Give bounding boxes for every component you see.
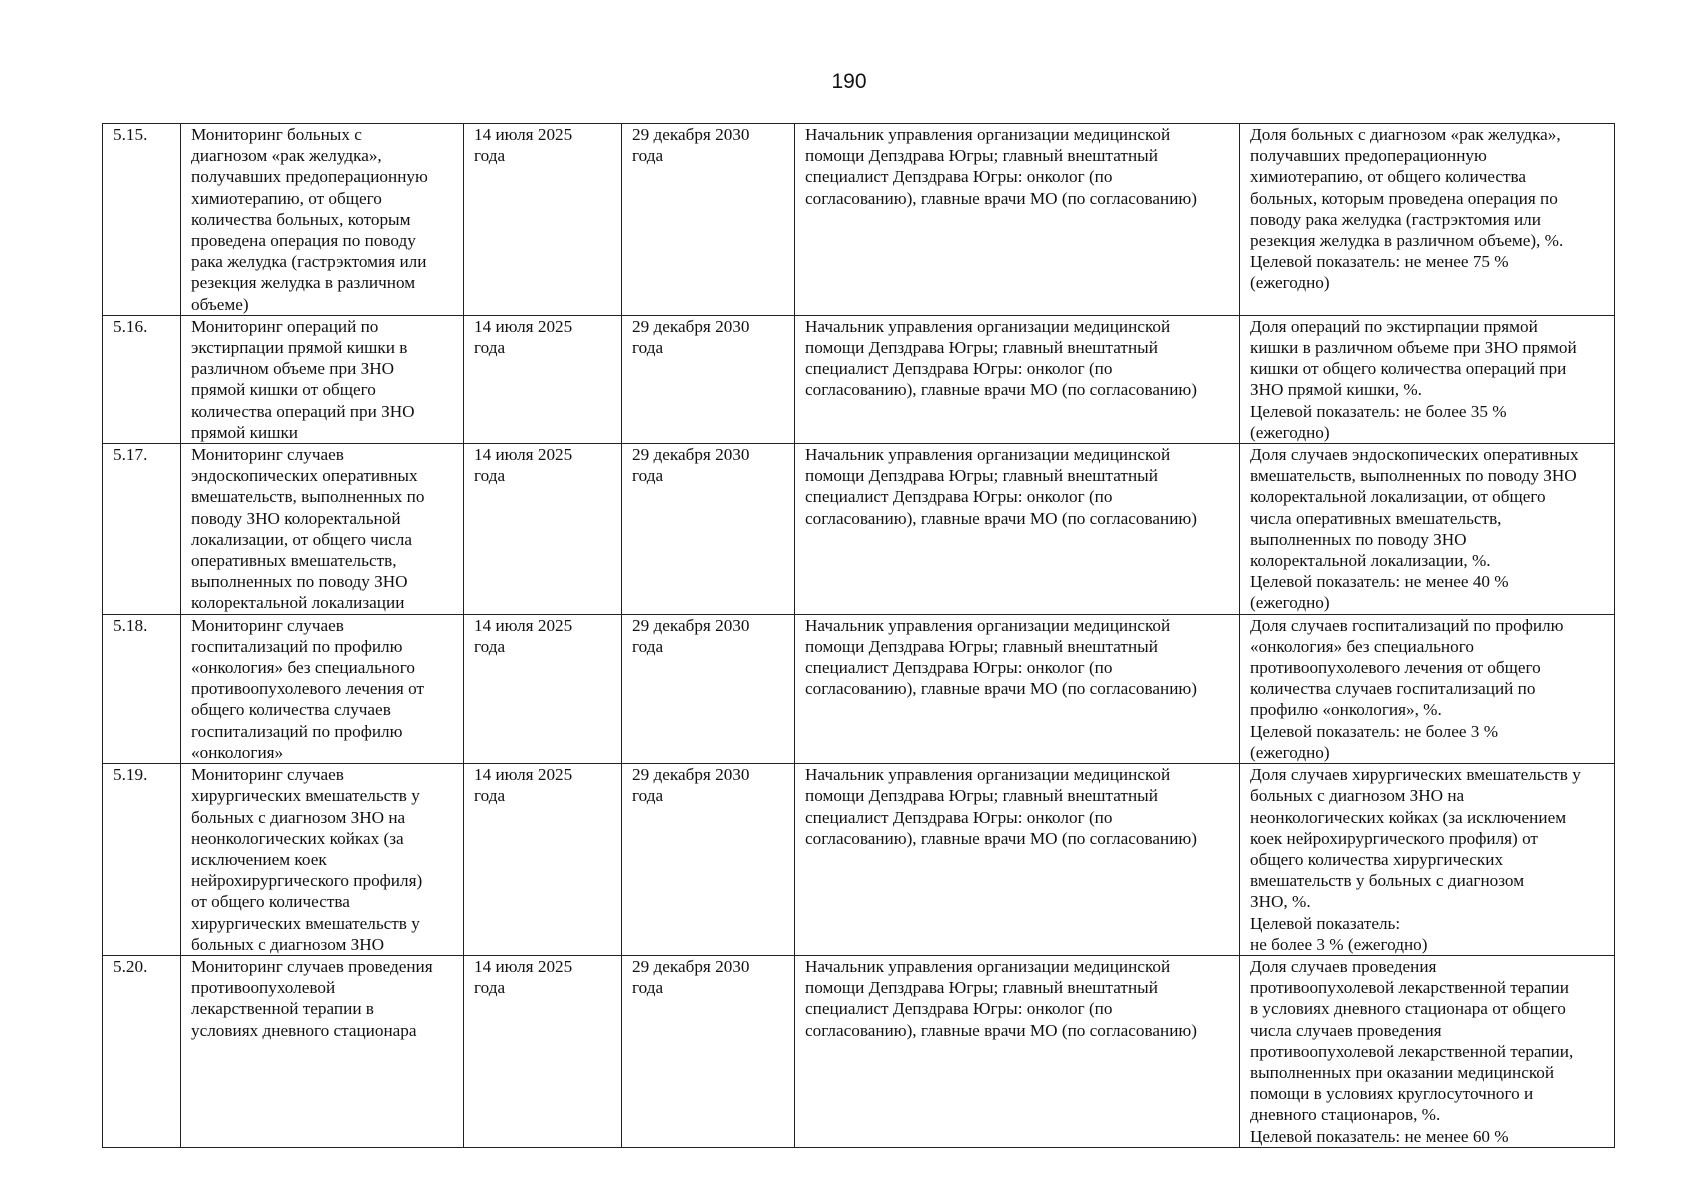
indicator-cell: Доля больных с диагнозом «рак желудка», получавших предоперационную химиотерапию, от общего количества больных, которым проведена операция по поводу рака желудка (гастрэктомия или резекция желудка в различном объеме), %. Целевой показатель: не менее 75 % (ежегодно)	[1240, 124, 1615, 316]
responsible-cell: Начальник управления организации медицинской помощи Депздрава Югры; главный внештатный специалист Депздрава Югры: онколог (по согласованию), главные врачи МО (по согласованию)	[795, 315, 1240, 443]
end-date-cell: 29 декабря 2030 года	[622, 764, 795, 956]
item-number-cell: 5.19.	[103, 764, 181, 956]
table-row	[103, 764, 1615, 956]
indicator-cell: Доля случаев госпитализаций по профилю «онкология» без специального противоопухолевого лечения от общего количества случаев госпитализаций по профилю «онкология», %. Целевой показатель: не более 3 % (ежегодно)	[1240, 614, 1615, 763]
end-date-cell: 29 декабря 2030 года	[622, 124, 795, 316]
responsible-cell: Начальник управления организации медицинской помощи Депздрава Югры; главный внештатный специалист Депздрава Югры: онколог (по согласованию), главные врачи МО (по согласованию)	[795, 955, 1240, 1147]
activity-cell: Мониторинг случаев хирургических вмешательств у больных с диагнозом ЗНО на неонкологических койках (за исключением коек нейрохирургического профиля) от общего количества хирургических вмешательств у больных с диагнозом ЗНО	[181, 764, 464, 956]
start-date-cell: 14 июля 2025 года	[464, 955, 622, 1147]
indicator-cell: Доля случаев эндоскопических оперативных вмешательств, выполненных по поводу ЗНО колоректальной локализации, от общего числа оперативных вмешательств, выполненных по поводу ЗНО колоректальной локализации, %. Целевой показатель: не менее 40 % (ежегодно)	[1240, 444, 1615, 615]
end-date-cell: 29 декабря 2030 года	[622, 614, 795, 763]
activity-cell: Мониторинг случаев эндоскопических оперативных вмешательств, выполненных по поводу ЗНО колоректальной локализации, от общего числа оперативных вмешательств, выполненных по поводу ЗНО колоректальной локализации	[181, 444, 464, 615]
table-row	[103, 444, 1615, 615]
activity-cell: Мониторинг случаев проведения противоопухолевой лекарственной терапии в условиях дневного стационара	[181, 955, 464, 1147]
table-row	[103, 124, 1615, 316]
activity-cell: Мониторинг операций по экстирпации прямой кишки в различном объеме при ЗНО прямой кишки от общего количества операций при ЗНО прямой кишки	[181, 315, 464, 443]
start-date-cell: 14 июля 2025 года	[464, 444, 622, 615]
end-date-cell: 29 декабря 2030 года	[622, 315, 795, 443]
start-date-cell: 14 июля 2025 года	[464, 614, 622, 763]
item-number-cell: 5.15.	[103, 124, 181, 316]
item-number-cell: 5.20.	[103, 955, 181, 1147]
responsible-cell: Начальник управления организации медицинской помощи Депздрава Югры; главный внештатный специалист Депздрава Югры: онколог (по согласованию), главные врачи МО (по согласованию)	[795, 764, 1240, 956]
item-number-cell: 5.16.	[103, 315, 181, 443]
responsible-cell: Начальник управления организации медицинской помощи Депздрава Югры; главный внештатный специалист Депздрава Югры: онколог (по согласованию), главные врачи МО (по согласованию)	[795, 444, 1240, 615]
item-number-cell: 5.18.	[103, 614, 181, 763]
item-number-cell: 5.17.	[103, 444, 181, 615]
responsible-cell: Начальник управления организации медицинской помощи Депздрава Югры; главный внештатный специалист Депздрава Югры: онколог (по согласованию), главные врачи МО (по согласованию)	[795, 124, 1240, 316]
measures-table	[102, 123, 1615, 1148]
table-row	[103, 315, 1615, 443]
indicator-cell: Доля операций по экстирпации прямой кишки в различном объеме при ЗНО прямой кишки от общего количества операций при ЗНО прямой кишки, %. Целевой показатель: не более 35 % (ежегодно)	[1240, 315, 1615, 443]
table-row	[103, 614, 1615, 763]
indicator-cell: Доля случаев проведения противоопухолевой лекарственной терапии в условиях дневного стационара от общего числа случаев проведения противоопухолевой лекарственной терапии, выполненных при оказании медицинской помощи в условиях круглосуточного и дневного стационаров, %. Целевой показатель: не менее 60 %	[1240, 955, 1615, 1147]
start-date-cell: 14 июля 2025 года	[464, 315, 622, 443]
start-date-cell: 14 июля 2025 года	[464, 764, 622, 956]
activity-cell: Мониторинг больных с диагнозом «рак желудка», получавших предоперационную химиотерапию, от общего количества больных, которым проведена операция по поводу рака желудка (гастрэктомия или резекция желудка в различном объеме)	[181, 124, 464, 316]
end-date-cell: 29 декабря 2030 года	[622, 955, 795, 1147]
table-row	[103, 955, 1615, 1147]
end-date-cell: 29 декабря 2030 года	[622, 444, 795, 615]
indicator-cell: Доля случаев хирургических вмешательств у больных с диагнозом ЗНО на неонкологических койках (за исключением коек нейрохирургического профиля) от общего количества хирургических вмешательств у больных с диагнозом ЗНО, %. Целевой показатель: не более 3 % (ежегодно)	[1240, 764, 1615, 956]
responsible-cell: Начальник управления организации медицинской помощи Депздрава Югры; главный внештатный специалист Депздрава Югры: онколог (по согласованию), главные врачи МО (по согласованию)	[795, 614, 1240, 763]
page-number: 190	[831, 70, 867, 93]
start-date-cell: 14 июля 2025 года	[464, 124, 622, 316]
activity-cell: Мониторинг случаев госпитализаций по профилю «онкология» без специального противоопухолевого лечения от общего количества случаев госпитализаций по профилю «онкология»	[181, 614, 464, 763]
